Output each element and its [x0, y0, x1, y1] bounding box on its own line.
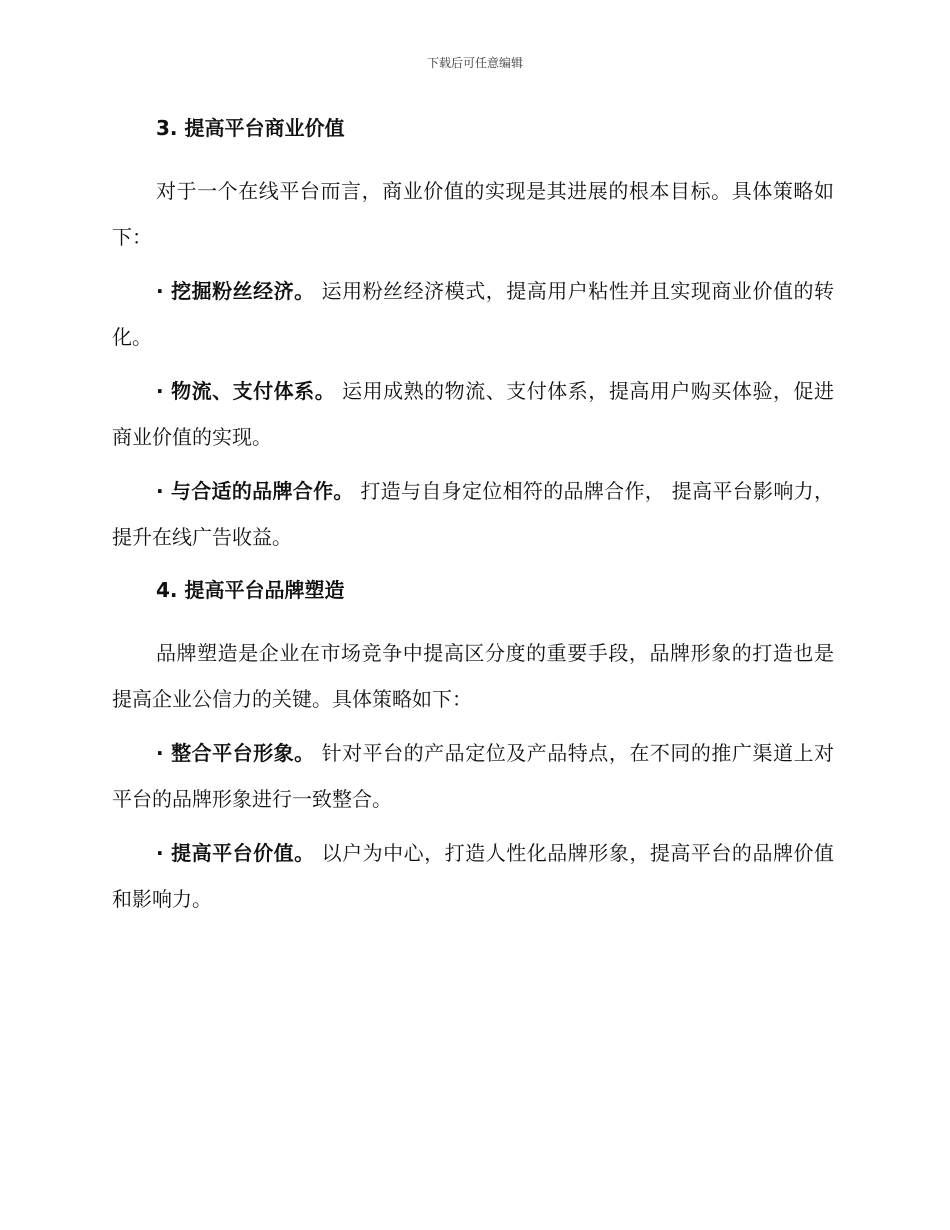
item-lead: · 物流、支付体系。 — [156, 379, 336, 403]
section-3-item-logistics-payment — [112, 368, 834, 460]
section-3-heading: 3. 提高平台商业价值 — [156, 116, 345, 140]
item-text: 运用成熟的物流、支付体系，提高用户购买体验，促进商业价值的实现。 — [112, 379, 834, 449]
item-lead: · 整合平台形象。 — [156, 741, 315, 765]
section-3-intro: 对于一个在线平台而言，商业价值的实现是其进展的根本目标。具体策略如下： — [112, 179, 834, 249]
section-4-item-integrate-image — [112, 730, 834, 822]
page-header-note: 下载后可任意编辑 — [426, 56, 523, 70]
document-body — [112, 112, 834, 930]
item-text: 运用粉丝经济模式，提高用户粘性并且实现商业价值的转化。 — [112, 279, 834, 349]
item-text: 以户为中心，打造人性化品牌形象，提高平台的品牌价值和影响力。 — [112, 841, 834, 911]
item-lead: · 与合适的品牌合作。 — [156, 479, 354, 503]
item-text: 打造与自身定位相符的品牌合作， 提高平台影响力，提升在线广告收益。 — [112, 479, 834, 549]
item-text: 针对平台的产品定位及产品特点，在不同的推广渠道上对平台的品牌形象进行一致整合。 — [112, 741, 834, 811]
item-lead: · 挖掘粉丝经济。 — [156, 279, 315, 303]
item-lead: · 提高平台价值。 — [156, 841, 315, 865]
section-3-item-fan-economy — [112, 268, 834, 360]
section-4-item-raise-value — [112, 830, 834, 922]
section-3-item-brand-cooperation — [112, 468, 834, 560]
section-4-intro: 品牌塑造是企业在市场竞争中提高区分度的重要手段，品牌形象的打造也是提高企业公信力的关键。具体策略如下： — [112, 641, 834, 711]
section-4-heading: 4. 提高平台品牌塑造 — [156, 578, 345, 602]
